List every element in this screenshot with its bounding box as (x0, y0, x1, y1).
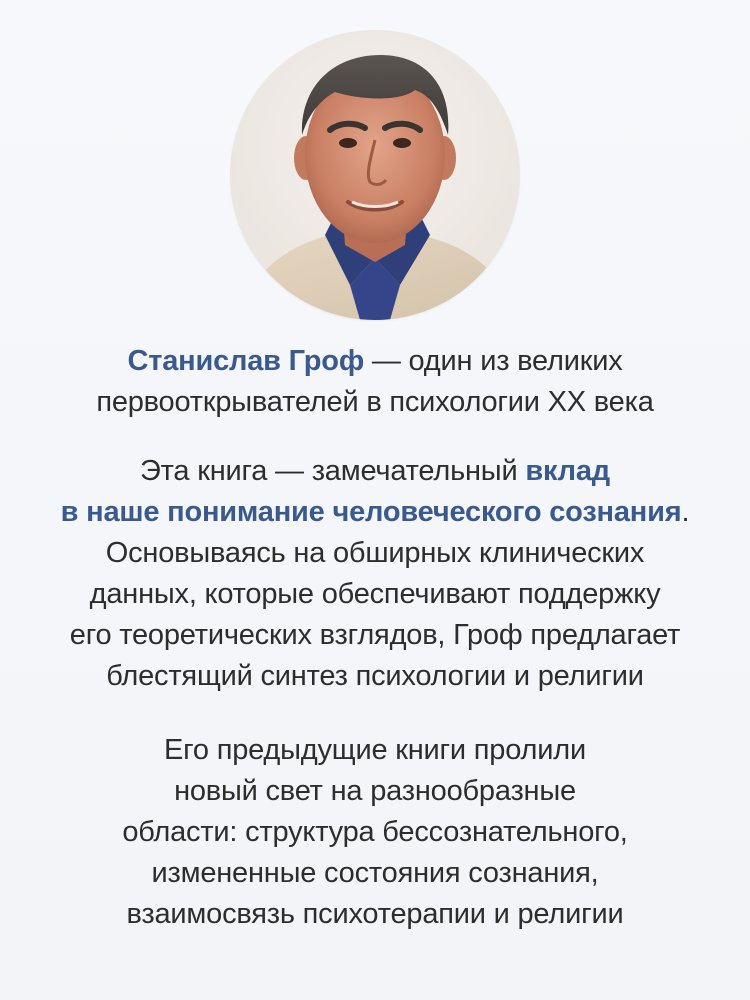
intro-line-2: первооткрывателей в психологии XX века (96, 386, 654, 418)
author-portrait-image (230, 30, 520, 320)
prev-line-3: области: структура бессознательного, (122, 816, 628, 848)
intro-line-1 (20, 341, 730, 382)
quote-line-2-accent: в наше понимание человеческого сознания (60, 496, 682, 528)
quote-line-1-accent: вклад (525, 455, 610, 487)
prev-line-4: измененные состояния сознания, (151, 857, 599, 889)
book-quote (20, 451, 730, 697)
quote-line-2-post: . (681, 496, 690, 528)
author-name: Станислав Гроф (127, 345, 364, 377)
quote-line-2 (20, 492, 730, 533)
quote-line-1 (20, 451, 730, 492)
prev-line-2: новый свет на разнообразные (174, 775, 576, 807)
quote-line-5: его теоретических взглядов, Гроф предлагает (69, 619, 681, 651)
portrait-icon (230, 30, 520, 320)
intro-line-1-rest: — один из великих (364, 345, 623, 377)
prev-line-5: взаимосвязь психотерапии и религии (126, 898, 624, 930)
author-intro (20, 341, 730, 423)
previous-books-text (20, 730, 730, 935)
quote-line-1-pre: Эта книга — замечательный (140, 455, 526, 487)
quote-line-6: блестящий синтез психологии и религии (106, 660, 644, 692)
quote-line-3: Основываясь на обширных клинических (105, 537, 645, 569)
quote-line-4: данных, которые обеспечивают поддержку (89, 578, 661, 610)
prev-line-1: Его предыдущие книги пролили (164, 734, 586, 766)
